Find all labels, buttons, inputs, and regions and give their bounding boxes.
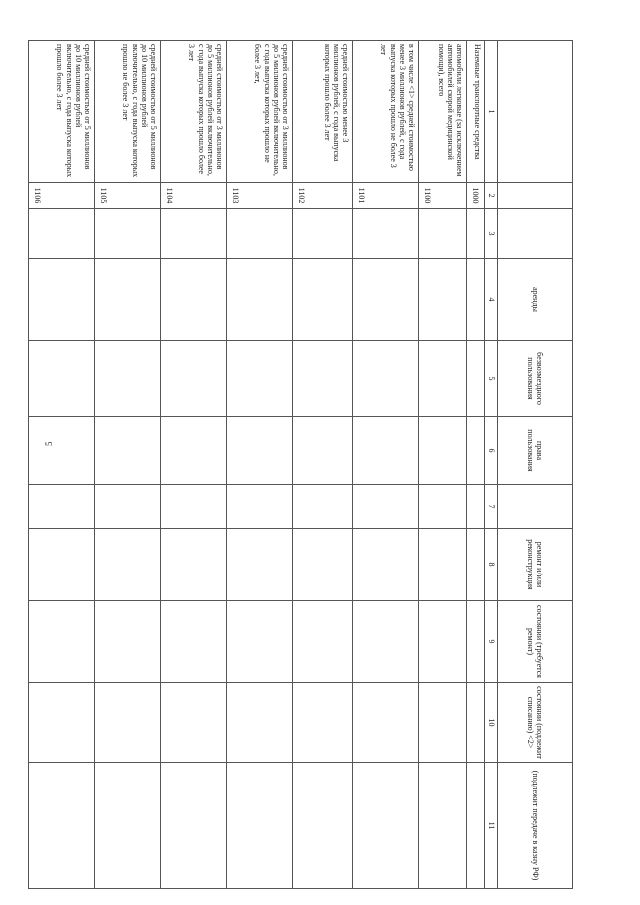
row-code: 1105 xyxy=(95,183,161,209)
empty-cell xyxy=(353,209,419,259)
empty-cell xyxy=(419,529,467,601)
empty-cell xyxy=(353,485,419,529)
empty-cell xyxy=(227,529,293,601)
empty-cell xyxy=(353,763,419,889)
empty-cell xyxy=(227,341,293,417)
empty-cell xyxy=(29,341,95,417)
row-code: 1100 xyxy=(419,183,467,209)
table-row xyxy=(29,41,95,889)
empty-cell xyxy=(161,763,227,889)
table-container xyxy=(33,40,573,881)
empty-cell xyxy=(95,209,161,259)
table-row xyxy=(353,41,419,889)
empty-cell xyxy=(419,485,467,529)
row-code: 1103 xyxy=(227,183,293,209)
empty-cell xyxy=(353,417,419,485)
empty-cell xyxy=(467,417,485,485)
row-label: в том числе <1> средней стоимостью менее 3 миллионов рублей, с года выпуска которых прошло не более 3 лет xyxy=(353,41,419,183)
empty-cell xyxy=(227,209,293,259)
empty-cell xyxy=(293,259,353,341)
table-row xyxy=(227,41,293,889)
empty-cell xyxy=(227,417,293,485)
empty-cell xyxy=(161,259,227,341)
header-cell: (подлежит передаче в казну РФ) xyxy=(498,763,573,889)
empty-cell xyxy=(419,341,467,417)
table-row xyxy=(419,41,467,889)
empty-cell xyxy=(467,601,485,683)
column-number: 3 xyxy=(485,209,498,259)
empty-cell xyxy=(29,485,95,529)
empty-cell xyxy=(95,683,161,763)
empty-cell xyxy=(467,209,485,259)
table-row xyxy=(161,41,227,889)
empty-cell xyxy=(353,341,419,417)
table-row xyxy=(467,41,485,889)
empty-cell xyxy=(29,601,95,683)
header-cell xyxy=(498,485,573,529)
row-code: 1000 xyxy=(467,183,485,209)
column-number: 11 xyxy=(485,763,498,889)
empty-cell xyxy=(293,601,353,683)
header-cell xyxy=(498,183,573,209)
empty-cell xyxy=(95,529,161,601)
empty-cell xyxy=(161,485,227,529)
header-cell xyxy=(498,41,573,183)
empty-cell xyxy=(293,763,353,889)
empty-cell xyxy=(467,529,485,601)
empty-cell xyxy=(293,209,353,259)
column-number: 6 xyxy=(485,417,498,485)
header-cell: безвозмездного пользования xyxy=(498,341,573,417)
empty-cell xyxy=(29,683,95,763)
empty-cell xyxy=(161,683,227,763)
empty-cell xyxy=(227,259,293,341)
row-label: средней стоимостью от 5 миллионов до 10 миллионов рублей включительно, с года выпуска которых прошло не более 3 лет xyxy=(95,41,161,183)
empty-cell xyxy=(419,209,467,259)
empty-cell xyxy=(293,529,353,601)
column-number: 8 xyxy=(485,529,498,601)
empty-cell xyxy=(95,485,161,529)
row-label: средней стоимостью от 3 миллионов до 5 миллионов рублей включительно, с года выпуска которых прошло не более 3 лет, xyxy=(227,41,293,183)
empty-cell xyxy=(95,341,161,417)
empty-cell xyxy=(419,601,467,683)
empty-cell xyxy=(293,683,353,763)
empty-cell xyxy=(29,417,95,485)
table-row xyxy=(95,41,161,889)
empty-cell xyxy=(467,259,485,341)
column-number: 10 xyxy=(485,683,498,763)
column-number: 2 xyxy=(485,183,498,209)
empty-cell xyxy=(227,683,293,763)
row-label: средней стоимостью от 5 миллионов до 10 миллионов рублей включительно, с года выпуска которых прошло более 3 лет xyxy=(29,41,95,183)
empty-cell xyxy=(227,485,293,529)
empty-cell xyxy=(161,529,227,601)
empty-cell xyxy=(161,601,227,683)
empty-cell xyxy=(95,763,161,889)
header-cell: аренды xyxy=(498,259,573,341)
table-body xyxy=(29,41,573,889)
empty-cell xyxy=(467,683,485,763)
empty-cell xyxy=(467,763,485,889)
row-code: 1106 xyxy=(29,183,95,209)
empty-cell xyxy=(95,259,161,341)
empty-cell xyxy=(161,417,227,485)
empty-cell xyxy=(95,601,161,683)
column-number: 5 xyxy=(485,341,498,417)
header-cell: ремонт и/или реконструкция xyxy=(498,529,573,601)
row-code: 1101 xyxy=(353,183,419,209)
empty-cell xyxy=(29,529,95,601)
header-cell xyxy=(498,209,573,259)
empty-cell xyxy=(467,341,485,417)
column-number: 1 xyxy=(485,41,498,183)
empty-cell xyxy=(419,417,467,485)
empty-cell xyxy=(161,209,227,259)
row-label: автомобили легковые (за исключением автомобилей скорой медицинской помощи), всего xyxy=(419,41,467,183)
empty-cell xyxy=(227,601,293,683)
empty-cell xyxy=(353,683,419,763)
header-cell: состоянии (подлежит списанию) <2> xyxy=(498,683,573,763)
empty-cell xyxy=(353,259,419,341)
column-number: 9 xyxy=(485,601,498,683)
row-code: 1102 xyxy=(293,183,353,209)
header-row xyxy=(498,41,573,889)
column-number-row xyxy=(485,41,498,889)
empty-cell xyxy=(95,417,161,485)
empty-cell xyxy=(419,259,467,341)
empty-cell xyxy=(293,417,353,485)
empty-cell xyxy=(419,683,467,763)
empty-cell xyxy=(293,485,353,529)
empty-cell xyxy=(467,485,485,529)
header-cell: состоянии (требуется ремонт) xyxy=(498,601,573,683)
table-row xyxy=(293,41,353,889)
empty-cell xyxy=(293,341,353,417)
page-number: 5 xyxy=(44,441,54,446)
empty-cell xyxy=(227,763,293,889)
empty-cell xyxy=(353,529,419,601)
report-table xyxy=(28,40,573,889)
empty-cell xyxy=(29,763,95,889)
empty-cell xyxy=(353,601,419,683)
column-number: 7 xyxy=(485,485,498,529)
empty-cell xyxy=(419,763,467,889)
empty-cell xyxy=(161,341,227,417)
column-number: 4 xyxy=(485,259,498,341)
empty-cell xyxy=(29,259,95,341)
row-label: средней стоимостью менее 3 миллионов рублей, с года выпуска которых прошло более 3 лет xyxy=(293,41,353,183)
header-cell: права пользования xyxy=(498,417,573,485)
row-label: Наземные транспортные средства xyxy=(467,41,485,183)
row-code: 1104 xyxy=(161,183,227,209)
row-label: средней стоимостью от 3 миллионов до 5 миллионов рублей включительно, с года выпуска которых прошло более 3 лет xyxy=(161,41,227,183)
empty-cell xyxy=(29,209,95,259)
